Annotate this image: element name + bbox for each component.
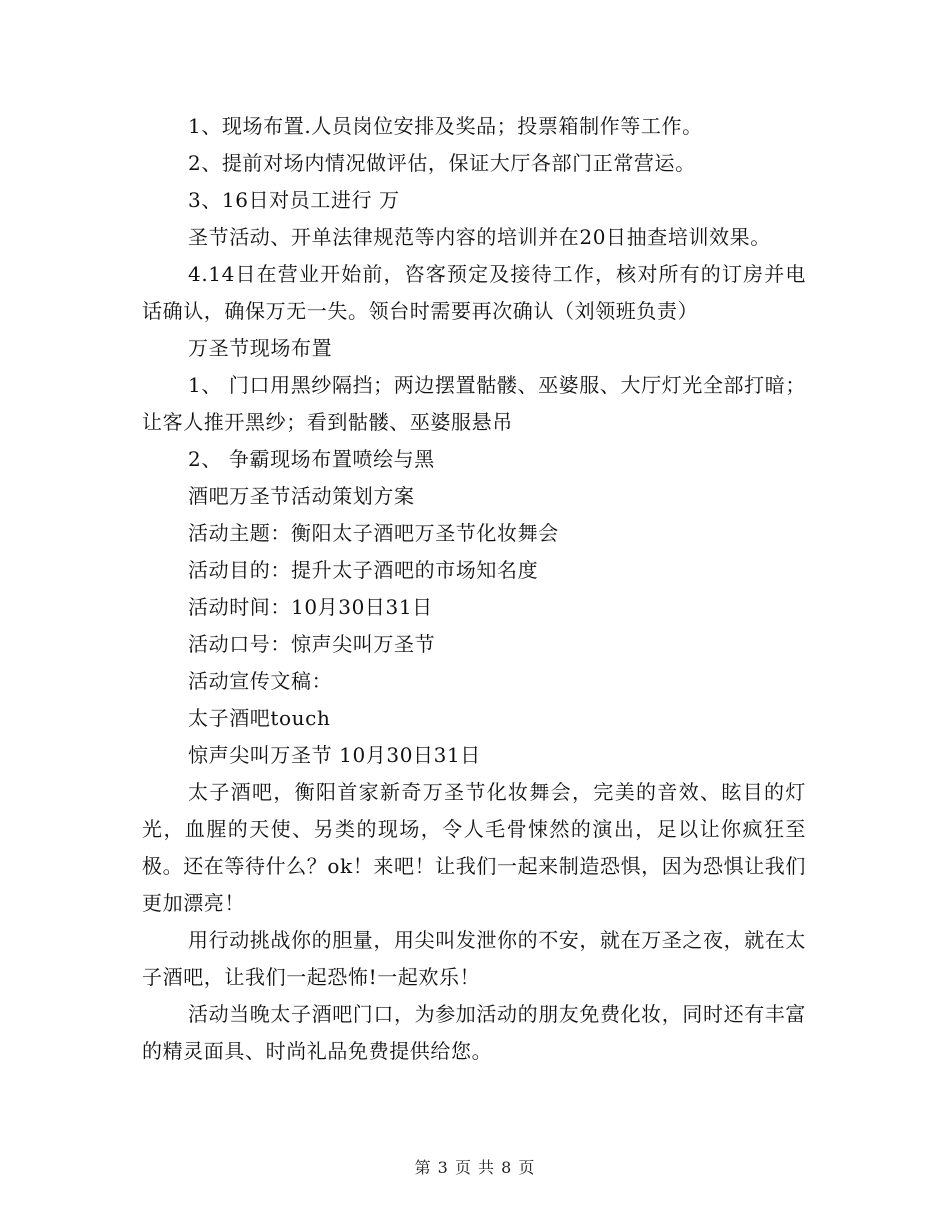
promo-bar-name: 太子酒吧touch: [188, 706, 331, 730]
document-body: [142, 108, 806, 1070]
promo-paragraph-3: 活动当晚太子酒吧门口，为参加活动的朋友免费化妆，同时还有丰富的精灵面具、时尚礼品免费提供给您。: [142, 1002, 806, 1063]
section-heading-plan-title: 酒吧万圣节活动策划方案: [188, 484, 415, 508]
promo-tagline: 惊声尖叫万圣节 10月30日31日: [188, 743, 481, 767]
activity-purpose: 活动目的：提升太子酒吧的市场知名度: [188, 558, 539, 582]
promo-paragraph-1: 太子酒吧，衡阳首家新奇万圣节化妆舞会，完美的音效、眩目的灯光，血腥的天使、另类的现场，令人毛骨悚然的演出，足以让你疯狂至极。还在等待什么？ok！来吧！让我们一起来制造恐惧，因为恐惧让我们更加漂亮！: [142, 780, 806, 915]
section-heading-venue-setup: 万圣节现场布置: [188, 336, 333, 360]
activity-theme: 活动主题：衡阳太子酒吧万圣节化妆舞会: [188, 521, 559, 545]
activity-slogan: 活动口号：惊声尖叫万圣节: [188, 632, 436, 656]
paragraph-8: 2、 争霸现场布置喷绘与黑: [188, 447, 435, 471]
page-number-footer: 第 3 页 共 8 页: [414, 1158, 536, 1177]
paragraph-4: 圣节活动、开单法律规范等内容的培训并在20日抽查培训效果。: [188, 225, 771, 249]
promo-paragraph-2: 用行动挑战你的胆量，用尖叫发泄你的不安，就在万圣之夜，就在太子酒吧，让我们一起恐怖!一起欢乐！: [142, 928, 806, 989]
paragraph-7: 1、 门口用黑纱隔挡；两边摆置骷髅、巫婆服、大厅灯光全部打暗；让客人推开黑纱；看到骷髅、巫婆服悬吊: [142, 373, 806, 434]
promo-copy-label: 活动宣传文稿：: [188, 669, 333, 693]
paragraph-3: 3、16日对员工进行 万: [188, 188, 400, 212]
paragraph-5: 4.14日在营业开始前，咨客预定及接待工作，核对所有的订房并电话确认，确保万无一失。领台时需要再次确认（刘领班负责）: [142, 262, 806, 323]
activity-time: 活动时间：10月30日31日: [188, 595, 433, 619]
paragraph-2: 2、提前对场内情况做评估，保证大厅各部门正常营运。: [188, 151, 696, 175]
paragraph-1: 1、现场布置.人员岗位安排及奖品；投票箱制作等工作。: [188, 114, 703, 138]
